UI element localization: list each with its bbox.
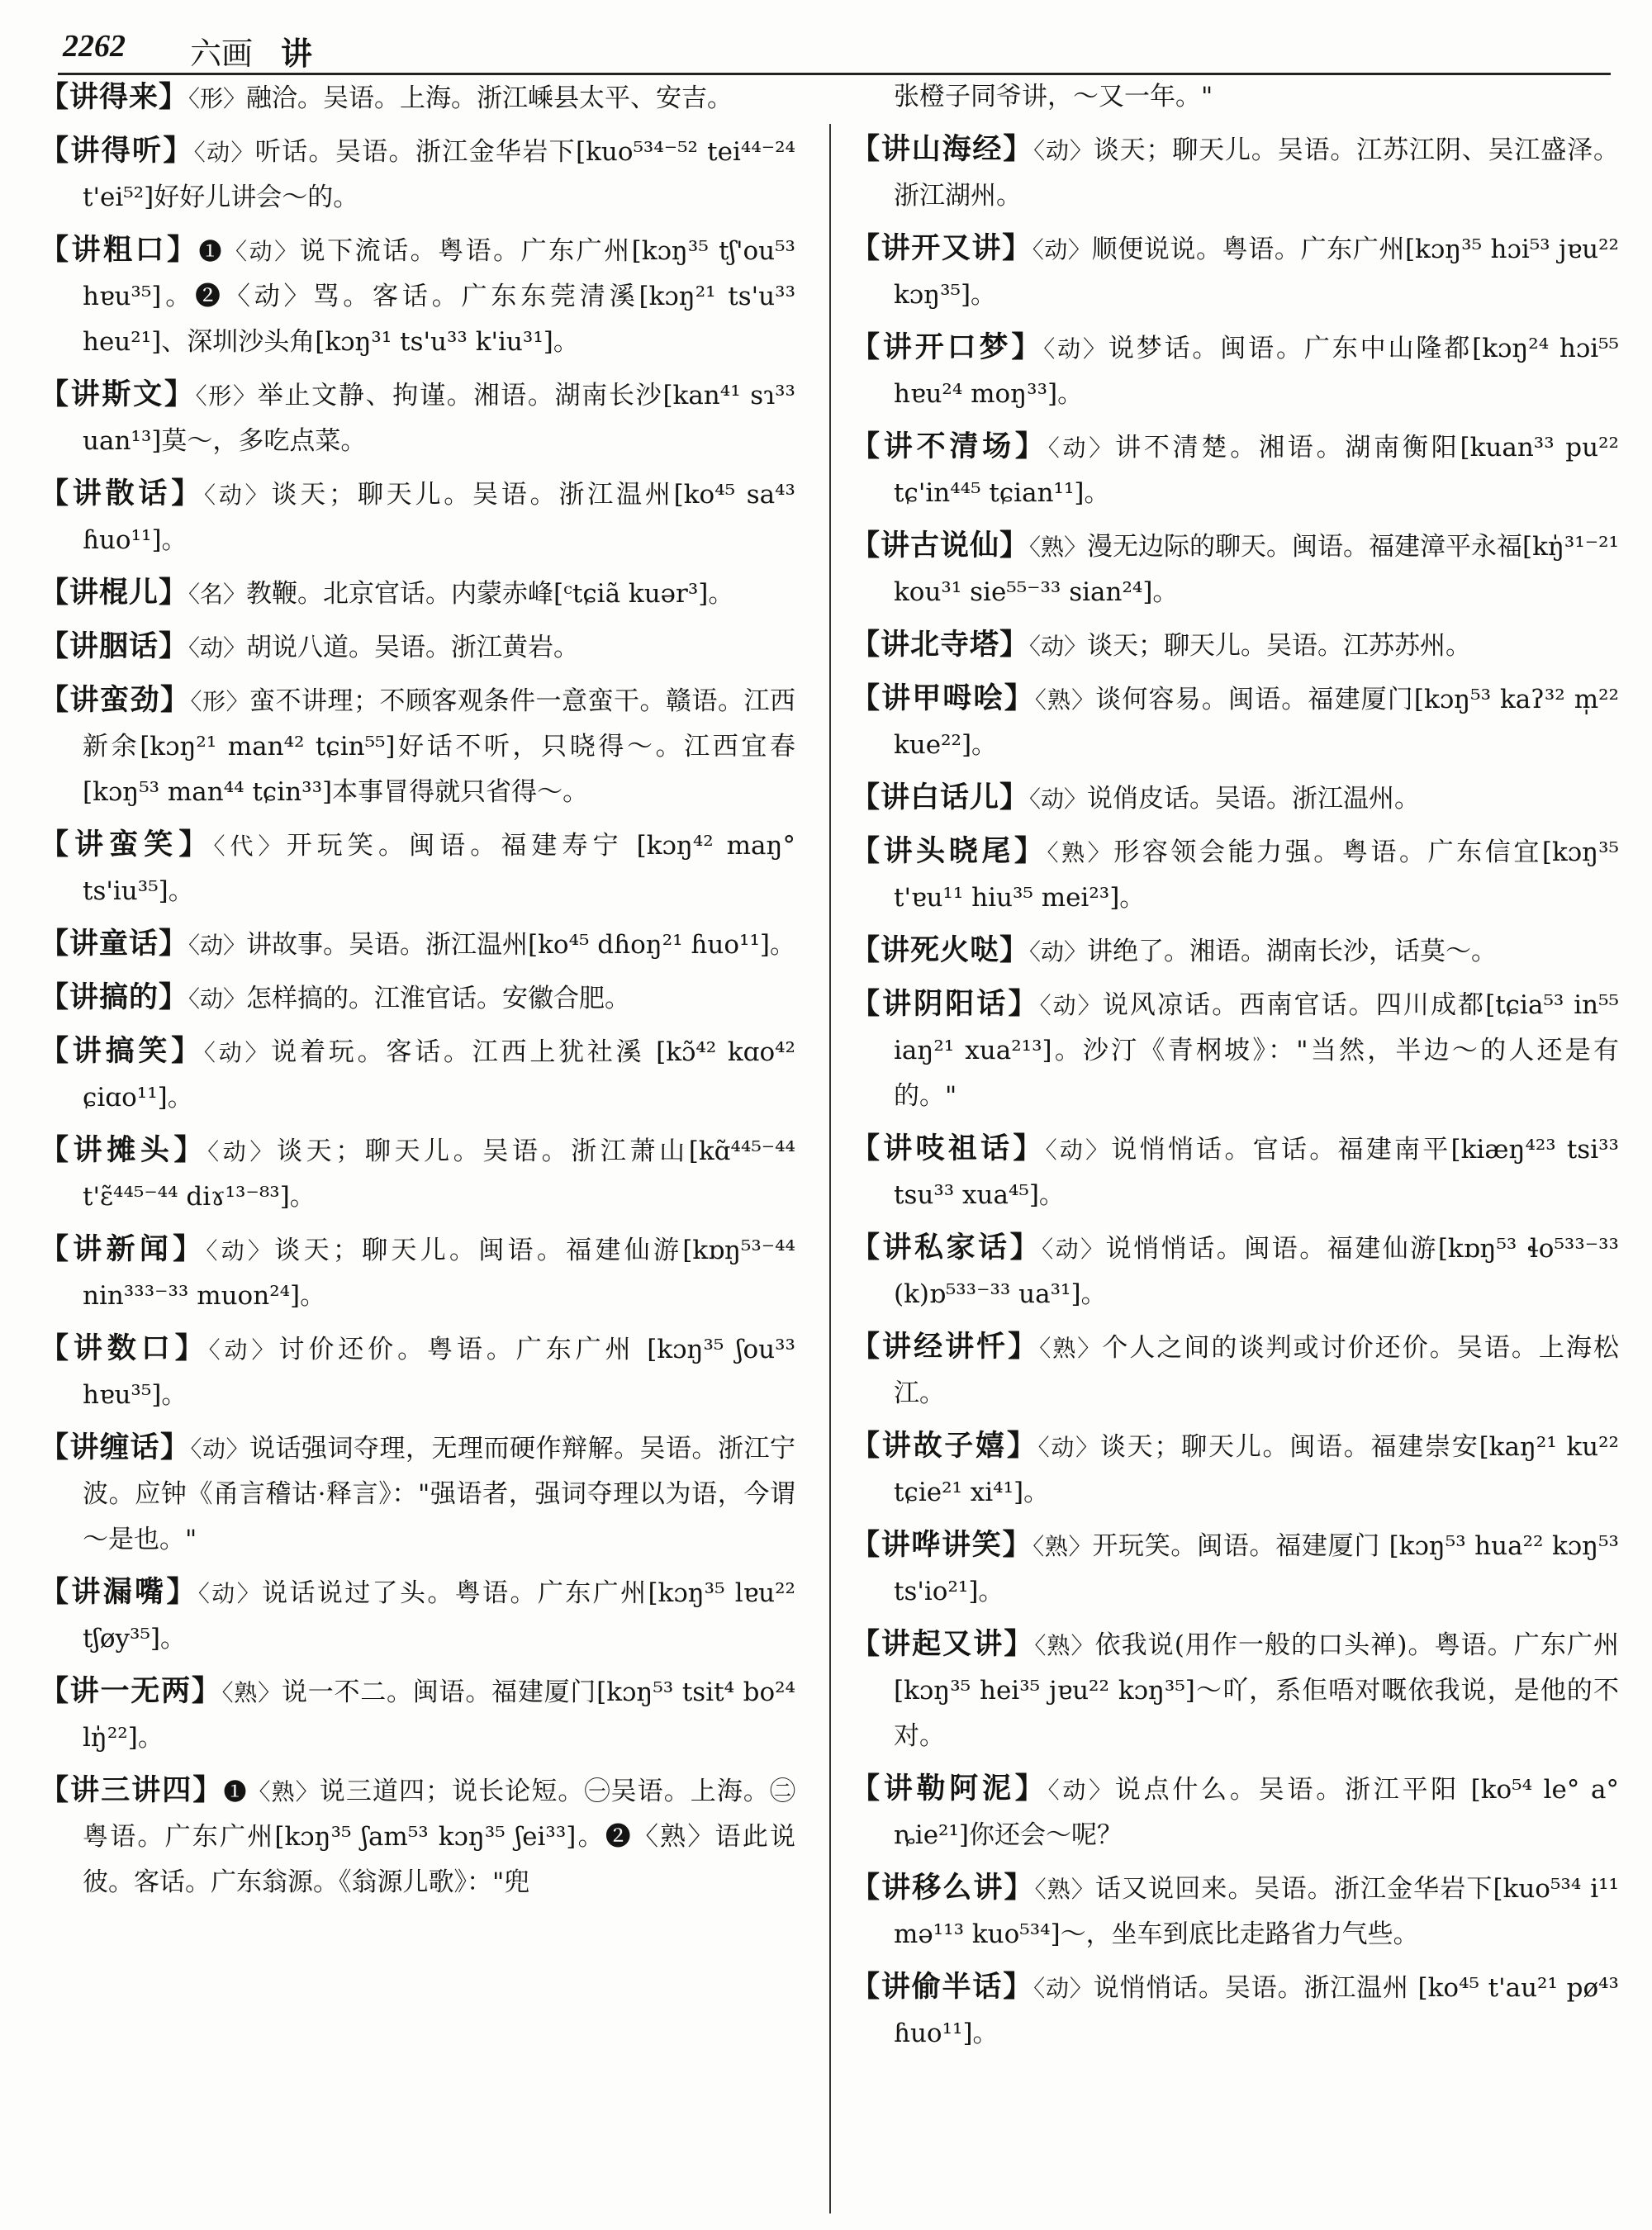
entry-headword: 【讲缠话】 [40,1431,191,1464]
entry-definition: 谈天；聊天儿。吴语。江苏江阴、吴江盛泽。浙江湖州。 [894,135,1619,211]
entry-headword: 【讲新闻】 [40,1232,206,1266]
dictionary-entry [40,1668,795,1761]
left-column [40,74,795,2213]
entry-definition: 依我说(用作一般的口头禅)。粤语。广东广州[kɔŋ³⁵ hei³⁵ jɐu²² kɔŋ³⁵]～吖，系佢唔对嘅依我说，是他的不对。 [894,1630,1619,1751]
dictionary-entry [40,1028,795,1121]
part-of-speech: 〈动〉 [1042,1236,1106,1263]
part-of-speech: 〈动〉 [193,139,255,166]
entry-definition: 说话说过了头。粤语。广东广州[kɔŋ³⁵ lɐu²² tʃøy³⁵]。 [83,1578,795,1654]
entry-headword: 【讲数口】 [40,1331,209,1365]
entry-definition: 融洽。吴语。上海。浙江嵊县太平、安吉。 [246,83,733,113]
part-of-speech: 〈动〉 [1032,236,1092,263]
entry-definition: 讲不清楚。湘语。湖南衡阳[kuan³³ pu²² tɕ'in⁴⁴⁵ tɕian¹¹]。 [894,433,1619,508]
entry-definition: 说悄悄话。闽语。福建仙游[kɒŋ⁵³ ɬo⁵³³⁻³³ (k)ɒ⁵³³⁻³³ ua³¹]。 [894,1234,1619,1309]
part-of-speech: 〈动〉 [190,1435,249,1463]
part-of-speech: 〈动〉 [208,1336,279,1364]
entry-definition: 说三道四；说长论短。㊀吴语。上海。㊁粤语。广东广州[kɔŋ³⁵ ʃam⁵³ kɔŋ³⁵ ʃei³³]。❷〈熟〉语此说彼。客话。广东翁源。《翁源儿歌》："兜 [83,1777,795,1897]
entry-definition: 谈天；聊天儿。吴语。浙江温州[ko⁴⁵ sa⁴³ ɦuo¹¹]。 [83,480,795,555]
entry-definition: 说悄悄话。吴语。浙江温州 [ko⁴⁵ t'au²¹ pø⁴³ ɦuo¹¹]。 [894,1973,1619,2048]
part-of-speech: 〈形〉 [188,85,247,112]
entry-definition: 形容领会能力强。粤语。广东信宜[kɔŋ³⁵ t'ɐu¹¹ hiu³⁵ mei²³]。 [894,837,1619,913]
entry-definition: 话又说回来。吴语。浙江金华岩下[kuo⁵³⁴ i¹¹ mə¹¹³ kuo⁵³⁴]～，坐车到底比走路省力气些。 [894,1874,1619,1949]
entry-headword: 【讲三讲四】 [40,1773,224,1807]
head-character: 讲 [281,35,313,72]
part-of-speech: 〈熟〉 [1034,686,1096,714]
dictionary-entry [851,981,1619,1119]
dictionary-entry [851,1865,1619,1957]
part-of-speech: 〈动〉 [204,482,272,509]
dictionary-entry [40,1425,795,1563]
dictionary-entry [40,1569,795,1662]
entry-definition: 举止文静、拘谨。湘语。湖南长沙[kan⁴¹ sɿ³³ uan¹³]莫～，多吃点菜。 [83,381,795,456]
right-column [851,74,1619,2213]
entry-definition: 个人之间的谈判或讨价还价。吴语。上海松江。 [894,1333,1619,1408]
entry-definition: 顺便说说。粤语。广东广州[kɔŋ³⁵ hɔi⁵³ jɐu²² kɔŋ³⁵]。 [894,235,1619,310]
part-of-speech: 〈动〉 [1043,335,1108,363]
entry-headword: 【讲白话儿】 [851,780,1030,814]
part-of-speech: 〈形〉 [195,382,258,410]
dictionary-entry [851,424,1619,516]
entry-definition: 说下流话。粤语。广东广州[kɔŋ³⁵ tʃ'ou⁵³ hɐu³⁵]。❷〈动〉骂。客话。广东东莞清溪[kɔŋ²¹ ts'u³³ heu²¹]、深圳沙头角[kɔŋ³¹ ts'u³³ k'iu³¹]。 [83,236,795,357]
part-of-speech: ❶〈动〉 [198,238,300,265]
entry-headword: 【讲山海经】 [851,132,1034,166]
entry-definition: 讨价还价。粤语。广东广州 [kɔŋ³⁵ ʃou³³ hɐu³⁵]。 [83,1335,795,1410]
entry-headword: 【讲古说仙】 [851,529,1030,562]
entry-headword: 【讲死火哒】 [851,933,1030,967]
entry-definition: 谈天；聊天儿。闽语。福建仙游[kɒŋ⁵³⁻⁴⁴ nin³³³⁻³³ muon²⁴]。 [83,1236,795,1311]
entry-definition: 蛮不讲理；不顾客观条件一意蛮干。赣语。江西新余[kɔŋ²¹ man⁴² tɕin⁵⁵]好话不听，只晓得～。江西宜春[kɔŋ⁵³ man⁴⁴ tɕin³³]本事冒得就只省得～。 [83,686,795,807]
part-of-speech: 〈动〉 [207,1138,277,1165]
entry-headword: 【讲童话】 [40,927,189,961]
part-of-speech: 〈熟〉 [1047,839,1114,866]
entry-definition: 讲绝了。湘语。湖南长沙，话莫～。 [1087,937,1498,966]
part-of-speech: 〈动〉 [1047,434,1116,462]
part-of-speech: 〈熟〉 [1034,1876,1095,1903]
entry-headword: 【讲起又讲】 [851,1627,1035,1661]
part-of-speech: 〈熟〉 [221,1679,282,1706]
entry-headword: 【讲斯文】 [40,377,196,411]
dictionary-entry [851,1964,1619,2057]
dictionary-entry [851,1621,1619,1759]
entry-definition: 开玩笑。闽语。福建厦门 [kɔŋ⁵³ hua²² kɔŋ⁵³ ts'io²¹]。 [894,1531,1619,1606]
entry-definition: 讲故事。吴语。浙江温州[ko⁴⁵ dɦoŋ²¹ ɦuo¹¹]。 [246,930,795,960]
entry-headword: 【讲甲呣哙】 [851,681,1035,715]
entry-definition: 谈天；聊天儿。吴语。江苏苏州。 [1087,631,1472,661]
entry-headword: 【讲偷半话】 [851,1970,1034,2004]
entry-headword: 【讲北寺塔】 [851,628,1030,662]
part-of-speech: 〈动〉 [203,1039,272,1066]
dictionary-entry [851,1324,1619,1416]
entry-headword: 【讲私家话】 [851,1231,1042,1264]
entry-headword: 【讲搞笑】 [40,1034,204,1068]
entry-headword: 【讲搞的】 [40,980,189,1014]
entry-definition: 说话强词夺理，无理而硬作辩解。吴语。浙江宁波。应钟《甬言稽诂·释言》："强语者，强词夺理以为语，今谓～是也。" [83,1434,795,1554]
part-of-speech: 〈动〉 [1039,992,1103,1019]
entry-definition: 说风凉话。西南官话。四川成都[tɕia⁵³ in⁵⁵ iaŋ²¹ xua²¹³]。沙汀《青㭎坡》："当然，半边～的人还是有的。" [894,990,1619,1111]
dictionary-entry [40,975,795,1022]
entry-definition: 开玩笑。闽语。福建寿宁 [kɔŋ⁴² maŋ° ts'iu³⁵]。 [83,831,795,906]
entry-headword: 【讲得听】 [40,134,194,168]
dictionary-entry [851,1522,1619,1615]
page-header [58,25,1611,75]
entry-headword: 【讲得来】 [40,80,189,114]
dictionary-entry [40,921,795,968]
entry-definition: 谈天；聊天儿。闽语。福建崇安[kaŋ²¹ ku²² tɕie²¹ xi⁴¹]。 [894,1432,1619,1507]
part-of-speech: 〈动〉 [188,932,247,959]
dictionary-entry [40,372,795,464]
part-of-speech: 〈熟〉 [1032,1533,1093,1560]
continued-entry-text: 张橙子同爷讲，～又一年。" [894,82,1213,112]
part-of-speech: 〈动〉 [1047,1777,1115,1804]
part-of-speech: 〈动〉 [1029,938,1088,966]
part-of-speech: 〈动〉 [1033,1975,1094,2002]
entry-headword: 【讲漏嘴】 [40,1575,198,1609]
entry-headword: 【讲散话】 [40,477,205,510]
dictionary-entry [40,822,795,914]
entry-definition: 谈天；聊天儿。吴语。浙江萧山[kɑ̃⁴⁴⁵⁻⁴⁴ t'ɛ̃⁴⁴⁵⁻⁴⁴ diɤ¹³⁻⁸³]。 [83,1136,795,1212]
entry-headword: 【讲开又讲】 [851,231,1032,265]
dictionary-entry [851,828,1619,921]
dictionary-entry [851,1423,1619,1516]
part-of-speech: 〈熟〉 [1039,1335,1103,1362]
dictionary-entry [40,677,795,815]
entry-headword: 【讲阴阳话】 [851,987,1040,1021]
entry-headword: 【讲经讲忏】 [851,1330,1040,1364]
part-of-speech: 〈形〉 [190,688,249,715]
dictionary-entry [851,225,1619,318]
entry-definition: 说着玩。客话。江西上犹社溪 [kɔ̃⁴² kɑo⁴² ɕiɑo¹¹]。 [83,1037,795,1113]
entry-headword: 【讲哗讲笑】 [851,1528,1033,1562]
dictionary-entry [40,1767,795,1905]
dictionary-entry [40,227,795,365]
part-of-speech: 〈动〉 [188,985,247,1013]
dictionary-entry [851,928,1619,975]
entry-definition: 说悄悄话。官话。福建南平[kiæŋ⁴²³ tsi³³ tsu³³ xua⁴⁵]。 [894,1135,1619,1210]
dictionary-entry [851,1126,1619,1218]
entry-headword: 【讲故子嬉】 [851,1429,1038,1463]
dictionary-entry [40,471,795,563]
dictionary-entry [851,622,1619,669]
entry-headword: 【讲不清场】 [851,429,1048,463]
entry-headword: 【讲吱祖话】 [851,1132,1046,1165]
part-of-speech: 〈动〉 [1029,633,1088,660]
entry-headword: 【讲粗口】 [40,233,199,267]
part-of-speech: 〈动〉 [1037,1434,1100,1461]
entry-headword: 【讲摊头】 [40,1133,208,1167]
entry-headword: 【讲一无两】 [40,1674,222,1708]
entry-definition: 听话。吴语。浙江金华岩下[kuo⁵³⁴⁻⁵² tei⁴⁴⁻²⁴ t'ei⁵²]好好儿讲会～的。 [83,137,795,212]
dictionary-entry [851,126,1619,219]
part-of-speech: 〈熟〉 [1029,534,1088,561]
entry-headword: 【讲蛮笑】 [40,828,214,861]
stroke-section-label: 六画 [190,36,254,72]
entry-definition: 说梦话。闽语。广东中山隆都[kɔŋ²⁴ hɔi⁵⁵ hɐu²⁴ moŋ³³]。 [894,334,1619,409]
page-number: 2262 [63,29,126,64]
part-of-speech: 〈名〉 [188,581,247,608]
dictionary-entry [851,325,1619,417]
entry-definition: 说俏皮话。吴语。浙江温州。 [1087,784,1421,814]
entry-definition: 胡说八道。吴语。浙江黄岩。 [246,633,580,662]
part-of-speech: 〈代〉 [213,833,287,860]
entry-definition: 说一不二。闽语。福建厦门[kɔŋ⁵³ tsit⁴ bo²⁴ lŋ̍²²]。 [83,1677,795,1753]
entry-headword: 【讲移么讲】 [851,1871,1035,1905]
part-of-speech: 〈动〉 [188,634,247,662]
dictionary-entry [40,1226,795,1319]
dictionary-entry [40,1127,795,1220]
dictionary-entry [40,74,795,121]
entry-definition: 漫无边际的聊天。闽语。福建漳平永福[kŋ̍³¹⁻²¹ kou³¹ sie⁵⁵⁻³³ sian²⁴]。 [894,532,1619,607]
dictionary-entry [851,523,1619,615]
entry-definition: 教鞭。北京官话。内蒙赤峰[ᶜtɕiã kuər³]。 [246,579,734,609]
dictionary-entry [851,1766,1619,1858]
entry-headword: 【讲勒阿泥】 [851,1772,1048,1805]
dictionary-entry [40,570,795,617]
part-of-speech: 〈动〉 [1033,137,1094,164]
part-of-speech: 〈动〉 [197,1580,263,1607]
dictionary-entry [851,1225,1619,1317]
dictionary-entry [40,128,795,221]
part-of-speech: 〈动〉 [206,1237,275,1264]
entry-definition: 怎样搞的。江淮官话。安徽合肥。 [246,984,631,1013]
part-of-speech: 〈动〉 [1029,785,1088,813]
entry-headword: 【讲胭话】 [40,629,189,663]
entry-definition: 说点什么。吴语。浙江平阳 [ko⁵⁴ le° a° ȵie²¹]你还会～呢？ [894,1775,1619,1850]
dictionary-entry [40,1326,795,1418]
column-divider [829,124,831,2213]
entry-definition: 谈何容易。闽语。福建厦门[kɔŋ⁵³ kaʔ³² m̩²² kue²²]。 [894,685,1619,760]
part-of-speech: ❶〈熟〉 [223,1778,320,1805]
entry-headword: 【讲头晓尾】 [851,834,1047,868]
part-of-speech: 〈动〉 [1045,1136,1112,1164]
entry-headword: 【讲棍儿】 [40,576,189,610]
dictionary-entry [851,676,1619,768]
dictionary-entry [40,624,795,671]
dictionary-entry [851,775,1619,822]
entry-headword: 【讲开口梦】 [851,330,1044,364]
entry-headword: 【讲蛮劲】 [40,683,191,717]
part-of-speech: 〈熟〉 [1034,1632,1095,1659]
